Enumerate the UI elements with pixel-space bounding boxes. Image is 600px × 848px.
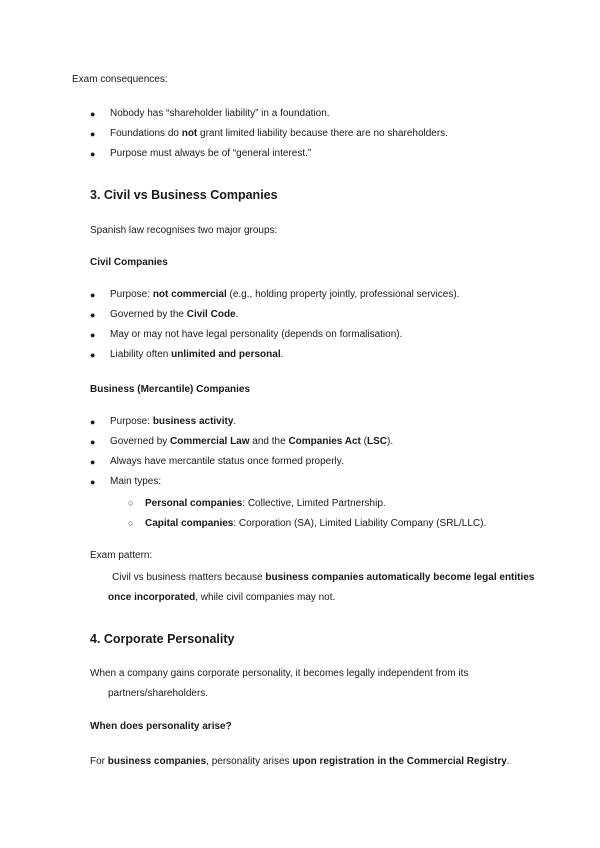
exam-pattern-label: Exam pattern: bbox=[90, 550, 153, 561]
bullet-icon: ● bbox=[90, 477, 96, 487]
section-4-para-line-2: partners/shareholders. bbox=[108, 688, 209, 699]
section-3-intro: Spanish law recognises two major groups: bbox=[90, 225, 278, 236]
section-3-title: 3. Civil vs Business Companies bbox=[90, 188, 278, 202]
bullet-icon: ● bbox=[90, 129, 96, 139]
list-item: Liability often unlimited and personal. bbox=[110, 349, 284, 360]
list-item: Foundations do not grant limited liability because there are no shareholders. bbox=[110, 128, 448, 139]
list-item: Governed by Commercial Law and the Companies Act (LSC). bbox=[110, 436, 394, 447]
bullet-icon: ● bbox=[90, 417, 96, 427]
bullet-icon: ● bbox=[90, 330, 96, 340]
bullet-icon: ● bbox=[90, 290, 96, 300]
list-item: Governed by the Civil Code. bbox=[110, 309, 239, 320]
section-4-title: 4. Corporate Personality bbox=[90, 632, 235, 646]
bullet-icon: ● bbox=[90, 109, 96, 119]
sub-bullet-icon: ○ bbox=[128, 518, 134, 528]
list-item: May or may not have legal personality (depends on formalisation). bbox=[110, 329, 403, 340]
list-item: Nobody has “shareholder liability” in a foundation. bbox=[110, 108, 330, 119]
section-4-para-line-1: When a company gains corporate personality, it becomes legally independent from its bbox=[90, 668, 469, 679]
list-item: Main types: bbox=[110, 476, 162, 487]
sub-bullet-icon: ○ bbox=[128, 498, 134, 508]
exam-consequences-heading: Exam consequences: bbox=[72, 74, 168, 85]
list-item: Purpose: not commercial (e.g., holding property jointly, professional services). bbox=[110, 289, 460, 300]
civil-companies-heading: Civil Companies bbox=[90, 257, 168, 268]
list-item: Purpose: business activity. bbox=[110, 416, 237, 427]
list-item: Purpose must always be of “general interest.” bbox=[110, 148, 312, 159]
sub-list-item: Personal companies: Collective, Limited Partnership. bbox=[145, 498, 386, 509]
business-companies-heading: Business (Mercantile) Companies bbox=[90, 384, 251, 395]
exam-pattern-line-2: once incorporated, while civil companies may not. bbox=[108, 592, 336, 603]
sub-list-item: Capital companies: Corporation (SA), Limited Liability Company (SRL/LLC). bbox=[145, 518, 487, 529]
exam-pattern-line-1: Civil vs business matters because business companies automatically become legal entities bbox=[112, 572, 535, 583]
list-item: Always have mercantile status once formed properly. bbox=[110, 456, 344, 467]
bullet-icon: ● bbox=[90, 310, 96, 320]
bullet-icon: ● bbox=[90, 149, 96, 159]
personality-answer: For business companies, personality arises upon registration in the Commercial Registry. bbox=[90, 756, 510, 767]
bullet-icon: ● bbox=[90, 350, 96, 360]
personality-question: When does personality arise? bbox=[90, 721, 232, 732]
bullet-icon: ● bbox=[90, 457, 96, 467]
bullet-icon: ● bbox=[90, 437, 96, 447]
